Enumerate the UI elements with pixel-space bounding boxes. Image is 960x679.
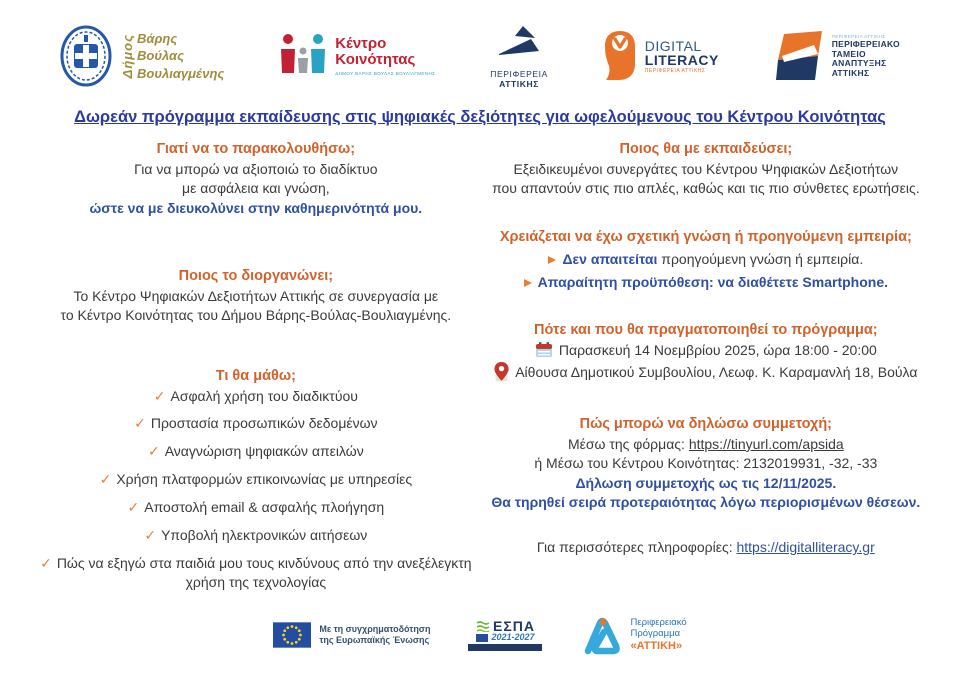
section-experience <box>486 229 926 290</box>
bullet-bold-text: Δεν απαιτείται <box>562 250 658 267</box>
list-item-label: Ασφαλή χρήση του διαδικτύου <box>170 387 358 404</box>
digital-literacy-line1: DIGITAL <box>644 37 702 54</box>
list-item-label: Χρήση πλατφορμών επικοινωνίας με υπηρεσίες <box>116 471 413 488</box>
section-why-highlight: ώστε να με διευκολύνει στην καθημερινότητά μου. <box>89 199 423 216</box>
bullet-bold-text: Απαραίτητη προϋπόθεση: να διαθέτετε Smartphone. <box>537 273 888 290</box>
municipality-logo <box>60 25 224 87</box>
community-center-family-icon <box>279 33 327 79</box>
arrow-bullet-icon <box>524 279 532 287</box>
community-center-subtitle: ΔΗΜΟΥ ΒΑΡΗΣ ΒΟΥΛΑΣ ΒΟΥΛΙΑΓΜΕΝΗΣ <box>335 70 436 76</box>
check-icon: ✓ <box>127 499 140 516</box>
bullet-no-experience <box>486 250 926 269</box>
attiki-line: Περιφερειακό <box>630 617 687 629</box>
community-center-logo <box>279 33 435 79</box>
attiki-name: «ΑΤΤΙΚΗ» <box>630 639 683 652</box>
section-why-line: με ασφάλεια και γνώση, <box>182 180 330 197</box>
espa-title: ΕΣΠΑ <box>492 618 535 634</box>
date-text: Παρασκευή 14 Νοεμβρίου 2025, ώρα 18:00 - 20:00 <box>558 341 877 358</box>
check-icon: ✓ <box>144 527 157 544</box>
digital-literacy-pin-icon <box>603 30 637 82</box>
location-pin-icon <box>494 362 509 382</box>
digital-literacy-line2: LITERACY <box>644 51 719 68</box>
section-organizer-heading: Ποιος το διοργανώνει; <box>178 267 334 284</box>
development-fund-flag-icon <box>774 30 824 82</box>
development-fund-line: ΑΝΑΠΤΥΞΗΣ <box>831 58 887 69</box>
bullet-rest-text: προηγούμενη γνώση ή εμπειρία. <box>657 250 864 267</box>
section-organizer-line: Το Κέντρο Ψηφιακών Δεξιοτήτων Αττικής σε συνεργασία με <box>73 287 439 304</box>
list-item-label: Προστασία προσωπικών δεδομένων <box>150 415 378 432</box>
section-why-line: Για να μπορώ να αξιοποιώ το διαδίκτυο <box>134 161 378 177</box>
section-signup-heading: Πώς μπορώ να δηλώσω συμμετοχή; <box>579 415 833 432</box>
page-title: Δωρεάν πρόγραμμα εκπαίδευσης στις ψηφιακές δεξιότητες για ωφελούμενους του Κέντρου Κοινότητας <box>74 108 886 126</box>
list-item <box>40 554 472 592</box>
section-signup <box>486 416 926 512</box>
signup-form-line <box>486 435 926 454</box>
section-learn <box>40 368 472 592</box>
list-item-label: Υποβολή ηλεκτρονικών αιτήσεων <box>161 527 368 544</box>
region-attica-logo <box>490 24 548 89</box>
list-item <box>40 526 472 545</box>
bullet-smartphone <box>486 274 926 290</box>
section-experience-heading: Χρειάζεται να έχω σχετική γνώση ή προηγούμενη εμπειρία; <box>499 228 912 245</box>
signup-form-label: Μέσω της φόρμας: <box>567 435 689 452</box>
development-fund-small: ΠΕΡΙΦΕΡΕΙΑ ΑΤΤΙΚΗΣ <box>831 33 886 39</box>
list-item-label: Αναγνώριση ψηφιακών απειλών <box>164 443 364 460</box>
section-more-info <box>486 538 926 557</box>
digital-literacy-logo <box>603 30 719 82</box>
list-item-label: Αποστολή email & ασφαλής πλοήγηση <box>144 499 385 516</box>
development-fund-logo <box>774 30 900 82</box>
municipality-line: Βούλας <box>137 48 185 64</box>
content-columns <box>0 129 960 607</box>
section-why-heading: Γιατί να το παρακολουθήσω; <box>156 141 356 157</box>
check-icon: ✓ <box>99 471 112 488</box>
municipality-line: Βουλιαγμένης <box>137 65 225 81</box>
eu-cofunding-line: Με τη συγχρηματοδότηση <box>319 623 431 634</box>
footer-logos <box>0 607 960 679</box>
region-line1: ΠΕΡΙΦΕΡΕΙΑ <box>490 68 548 79</box>
section-learn-heading: Τι θα μάθω; <box>215 367 296 384</box>
section-organizer-line: το Κέντρο Κοινότητας του Δήμου Βάρης-Βούλας-Βουλιαγμένης. <box>60 307 452 324</box>
digital-literacy-subtitle: ΠΕΡΙΦΕΡΕΙΑ ΑΤΤΙΚΗΣ <box>644 67 706 74</box>
right-column <box>486 141 926 607</box>
eu-cofunding-line: της Ευρωπαϊκής Ένωσης <box>319 635 430 645</box>
attiki-line: Πρόγραμμα <box>630 628 681 640</box>
eu-cofunding-logo <box>273 622 430 648</box>
eu-flag-icon <box>273 622 311 648</box>
espa-logo <box>468 619 542 651</box>
attiki-a-icon <box>580 613 624 657</box>
list-item <box>40 470 472 489</box>
list-item-label: Πώς να εξηγώ στα παιδιά μου τους κινδύνους από την ανεξέλεγκτη χρήση της τεχνολογίας <box>56 554 472 590</box>
list-item <box>40 414 472 433</box>
location-text: Αίθουσα Δημοτικού Συμβουλίου, Λεωφ. Κ. Καραμανλή 18, Βούλα <box>515 363 918 380</box>
development-fund-line: ΑΤΤΙΚΗΣ <box>831 67 870 78</box>
list-item <box>40 442 472 461</box>
calendar-icon <box>535 342 553 358</box>
section-when-heading: Πότε και που θα πραγματοποιηθεί το πρόγραμμα; <box>534 321 878 338</box>
signup-priority: Θα τηρηθεί σειρά προτεραιότητας λόγω περιορισμένων θέσεων. <box>491 493 921 510</box>
region-line2: ΑΤΤΙΚΗΣ <box>499 78 539 89</box>
section-trainer-line: που απαντούν στις πιο απλές, καθώς και τις πιο σύνθετες ερωτήσεις. <box>492 180 920 197</box>
check-icon: ✓ <box>147 443 160 460</box>
municipality-line: Βάρης <box>137 30 178 46</box>
community-center-title-line: Κέντρο <box>335 35 387 53</box>
municipality-emblem-icon <box>60 25 112 87</box>
attiki-program-logo <box>580 613 686 657</box>
location-row <box>486 362 926 382</box>
section-why <box>40 141 472 218</box>
signup-phone-line: ή Μέσω του Κέντρου Κοινότητας: 2132019931, -32, -33 <box>534 455 878 472</box>
list-item <box>40 498 472 517</box>
signup-deadline: Δήλωση συμμετοχής ως τις 12/11/2025. <box>575 474 837 491</box>
list-item <box>40 387 472 406</box>
community-center-title-line: Κοινότητας <box>335 51 416 68</box>
municipality-name-vertical: Δήμος <box>120 33 135 79</box>
development-fund-line: ΤΑΜΕΙΟ <box>831 48 866 59</box>
section-organizer <box>40 268 472 326</box>
region-attica-triangle-icon <box>493 24 545 58</box>
arrow-bullet-icon <box>548 256 556 264</box>
more-info-label: Για περισσότερες πληροφορίες: <box>536 539 737 556</box>
espa-waves-icon <box>476 620 490 632</box>
signup-form-link[interactable]: https://tinyurl.com/apsida <box>688 435 844 452</box>
section-trainer <box>486 141 926 199</box>
section-trainer-line: Εξειδικευμένοι συνεργάτες του Κέντρου Ψηφιακών Δεξιοτήτων <box>513 161 899 177</box>
left-column <box>40 141 472 607</box>
more-info-link[interactable]: https://digitalliteracy.gr <box>736 539 875 556</box>
check-icon: ✓ <box>134 415 146 432</box>
section-when-where <box>486 322 926 382</box>
check-icon: ✓ <box>153 387 166 404</box>
espa-bar <box>468 644 542 651</box>
check-icon: ✓ <box>40 554 52 571</box>
espa-mini-eu-flag-icon <box>476 634 488 642</box>
date-row <box>486 342 926 358</box>
section-trainer-heading: Ποιος θα με εκπαιδεύσει; <box>619 141 793 157</box>
header-logos <box>0 0 960 100</box>
development-fund-line: ΠΕΡΙΦΕΡΕΙΑΚΟ <box>831 38 900 49</box>
espa-years: 2021-2027 <box>491 632 535 642</box>
